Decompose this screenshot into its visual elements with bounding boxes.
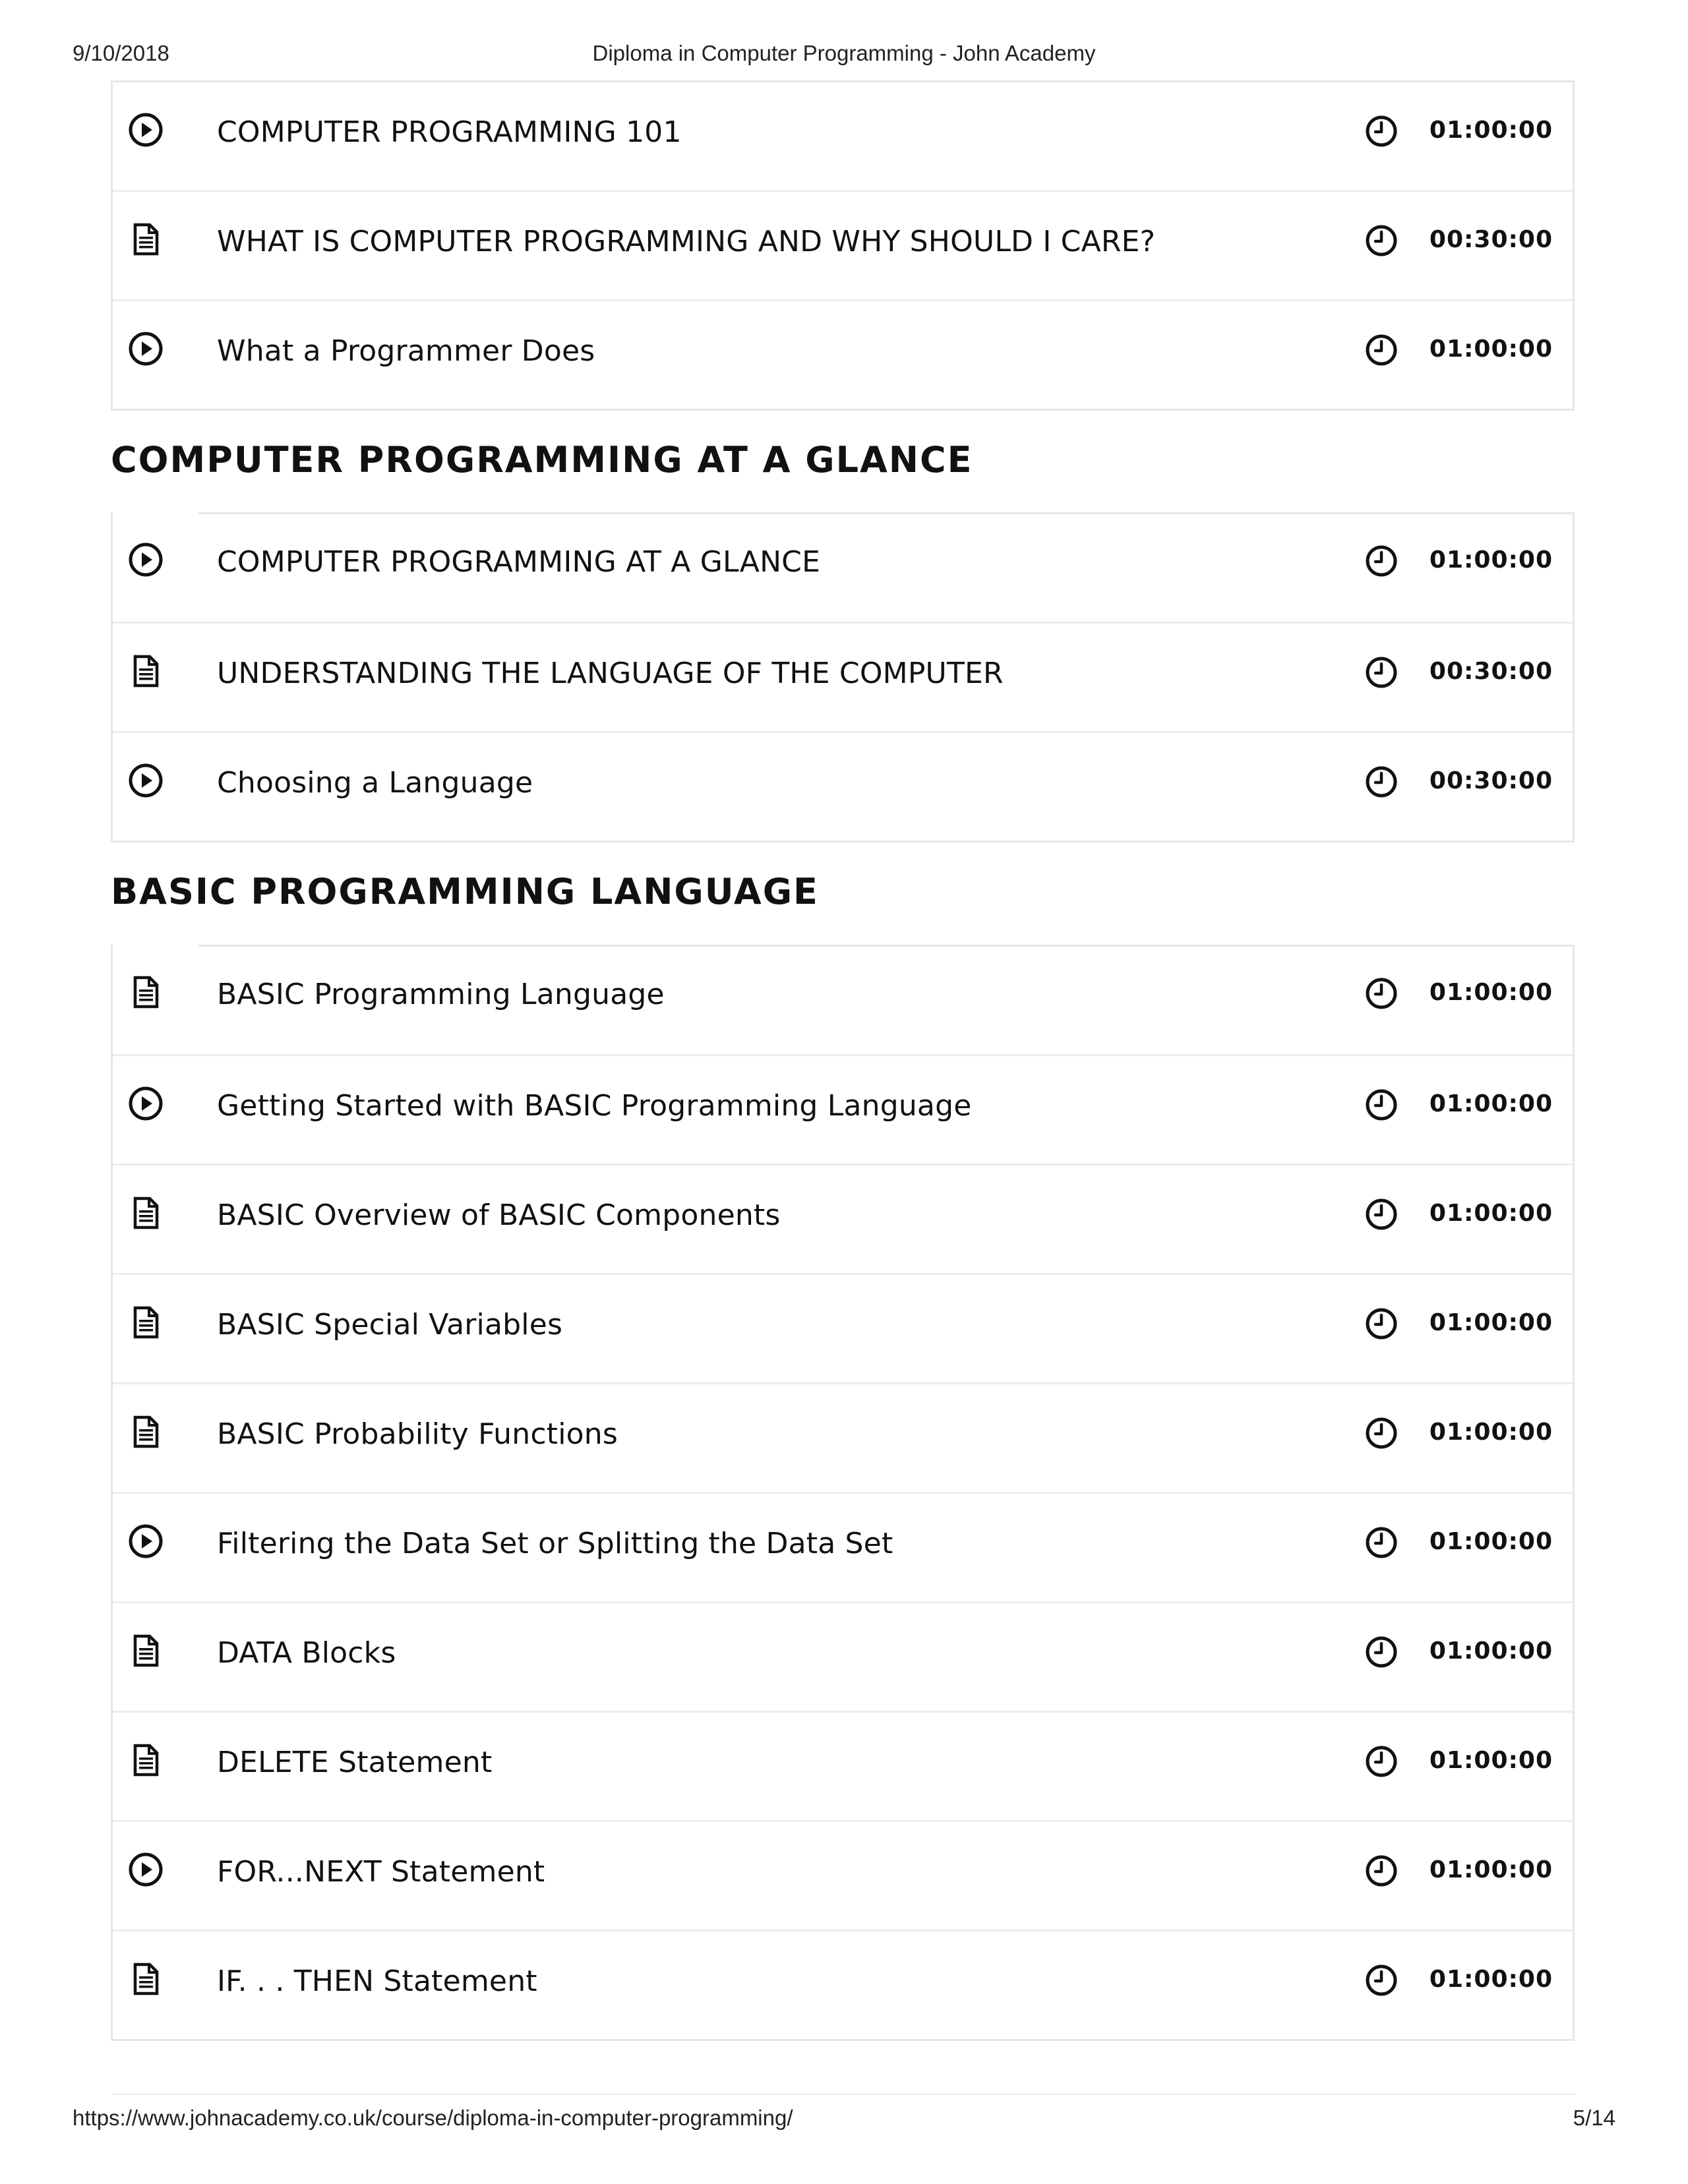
document-icon	[127, 1632, 164, 1669]
play-circle-icon	[127, 1085, 164, 1122]
curriculum-item-title[interactable]: DELETE Statement	[217, 1745, 493, 1779]
play-circle-icon	[127, 1523, 164, 1560]
curriculum-item-title[interactable]: BASIC Special Variables	[217, 1307, 563, 1342]
curriculum-item-what-a-programmer-does[interactable]	[113, 299, 1573, 409]
item-duration: 01:00:00	[1429, 1637, 1553, 1665]
item-duration: 01:00:00	[1429, 1527, 1553, 1555]
print-page-title: Diploma in Computer Programming - John Academy	[592, 41, 1096, 65]
curriculum-item-title[interactable]: BASIC Overview of BASIC Components	[217, 1198, 781, 1232]
document-icon	[127, 974, 164, 1011]
item-duration: 01:00:00	[1429, 1090, 1553, 1117]
document-icon	[127, 221, 164, 258]
item-duration: 01:00:00	[1429, 1746, 1553, 1774]
item-duration: 01:00:00	[1429, 1309, 1553, 1336]
item-duration: 01:00:00	[1429, 1199, 1553, 1227]
clock-icon	[1364, 1088, 1399, 1122]
item-duration: 01:00:00	[1429, 1418, 1553, 1446]
curriculum-item-title[interactable]: COMPUTER PROGRAMMING AT A GLANCE	[217, 545, 821, 579]
clock-icon	[1364, 114, 1399, 148]
clock-icon	[1364, 1307, 1399, 1341]
clock-icon	[1364, 544, 1399, 578]
curriculum-item-getting-started-with-basic-programming-language[interactable]	[113, 1054, 1573, 1164]
curriculum-item-title[interactable]: UNDERSTANDING THE LANGUAGE OF THE COMPUTER	[217, 657, 1004, 691]
curriculum-item-title[interactable]: Filtering the Data Set or Splitting the Data Set	[217, 1526, 893, 1560]
curriculum-item-delete-statement[interactable]	[113, 1711, 1573, 1820]
clock-icon	[1364, 1854, 1399, 1888]
clock-icon	[1364, 1963, 1399, 1997]
curriculum-item-basic-programming-language[interactable]	[113, 945, 1573, 1054]
print-page-number: 5/14	[1573, 2106, 1615, 2130]
curriculum-item-title[interactable]: FOR...NEXT Statement	[217, 1854, 545, 1889]
curriculum-item-what-is-computer-programming-and-why-should-i-care[interactable]	[113, 190, 1573, 299]
curriculum-item-title[interactable]: DATA Blocks	[217, 1636, 396, 1670]
print-url: https://www.johnacademy.co.uk/course/diploma-in-computer-programming/	[73, 2106, 793, 2130]
curriculum-list	[111, 945, 1575, 2041]
play-circle-icon	[127, 1851, 164, 1888]
document-icon	[127, 653, 164, 690]
curriculum-item-title[interactable]: Choosing a Language	[217, 766, 533, 800]
clock-icon	[1364, 976, 1399, 1011]
curriculum-item-title[interactable]: WHAT IS COMPUTER PROGRAMMING AND WHY SHOULD I CARE?	[217, 225, 1156, 258]
document-icon	[127, 1742, 164, 1779]
curriculum-list	[111, 512, 1575, 842]
curriculum-item-for-next-statement[interactable]	[113, 1820, 1573, 1930]
print-date: 9/10/2018	[73, 41, 169, 65]
clock-icon	[1364, 1416, 1399, 1450]
clock-icon	[1364, 1635, 1399, 1669]
play-circle-icon	[127, 541, 164, 578]
curriculum-item-title[interactable]: BASIC Probability Functions	[217, 1417, 618, 1451]
item-duration: 00:30:00	[1429, 767, 1553, 795]
section-title-basic-programming-language: BASIC PROGRAMMING LANGUAGE	[111, 871, 819, 913]
clock-icon	[1364, 333, 1399, 367]
clock-icon	[1364, 223, 1399, 258]
item-duration: 00:30:00	[1429, 658, 1553, 686]
clock-icon	[1364, 1525, 1399, 1560]
play-circle-icon	[127, 330, 164, 367]
item-duration: 01:00:00	[1429, 336, 1553, 363]
curriculum-item-title[interactable]: BASIC Programming Language	[217, 977, 665, 1011]
print-header	[73, 37, 1615, 70]
curriculum-item-title[interactable]: COMPUTER PROGRAMMING 101	[217, 115, 682, 149]
item-duration: 01:00:00	[1429, 546, 1553, 574]
item-duration: 00:30:00	[1429, 226, 1553, 253]
curriculum-item-if-then-statement[interactable]	[113, 1930, 1573, 2039]
course-curriculum	[111, 80, 1575, 2041]
document-icon	[127, 1961, 164, 1997]
clock-icon	[1364, 1744, 1399, 1779]
item-duration: 01:00:00	[1429, 117, 1553, 144]
curriculum-item-title[interactable]: What a Programmer Does	[217, 334, 595, 368]
document-icon	[127, 1413, 164, 1450]
curriculum-item-computer-programming-101[interactable]	[113, 80, 1573, 190]
curriculum-item-choosing-a-language[interactable]	[113, 731, 1573, 841]
curriculum-item-understanding-the-language-of-the-computer[interactable]	[113, 622, 1573, 731]
item-duration: 01:00:00	[1429, 1856, 1553, 1883]
curriculum-list	[111, 80, 1575, 411]
section-title-computer-programming-at-a-glance: COMPUTER PROGRAMMING AT A GLANCE	[111, 439, 973, 481]
item-duration: 01:00:00	[1429, 1965, 1553, 1993]
play-circle-icon	[127, 111, 164, 148]
document-icon	[127, 1195, 164, 1231]
curriculum-item-filtering-the-data-set-or-splitting-the-data-set[interactable]	[113, 1492, 1573, 1601]
clock-icon	[1364, 655, 1399, 690]
curriculum-item-data-blocks[interactable]	[113, 1601, 1573, 1711]
curriculum-item-basic-overview-of-basic-components[interactable]	[113, 1164, 1573, 1273]
curriculum-item-basic-probability-functions[interactable]	[113, 1382, 1573, 1492]
print-footer	[73, 2102, 1615, 2135]
clock-icon	[1364, 765, 1399, 799]
clock-icon	[1364, 1197, 1399, 1231]
play-circle-icon	[127, 762, 164, 799]
curriculum-item-computer-programming-at-a-glance[interactable]	[113, 512, 1573, 622]
document-icon	[127, 1304, 164, 1341]
curriculum-item-basic-special-variables[interactable]	[113, 1273, 1573, 1382]
item-duration: 01:00:00	[1429, 978, 1553, 1006]
curriculum-item-title[interactable]: Getting Started with BASIC Programming Language	[217, 1088, 972, 1123]
curriculum-item-title[interactable]: IF. . . THEN Statement	[217, 1964, 537, 1998]
